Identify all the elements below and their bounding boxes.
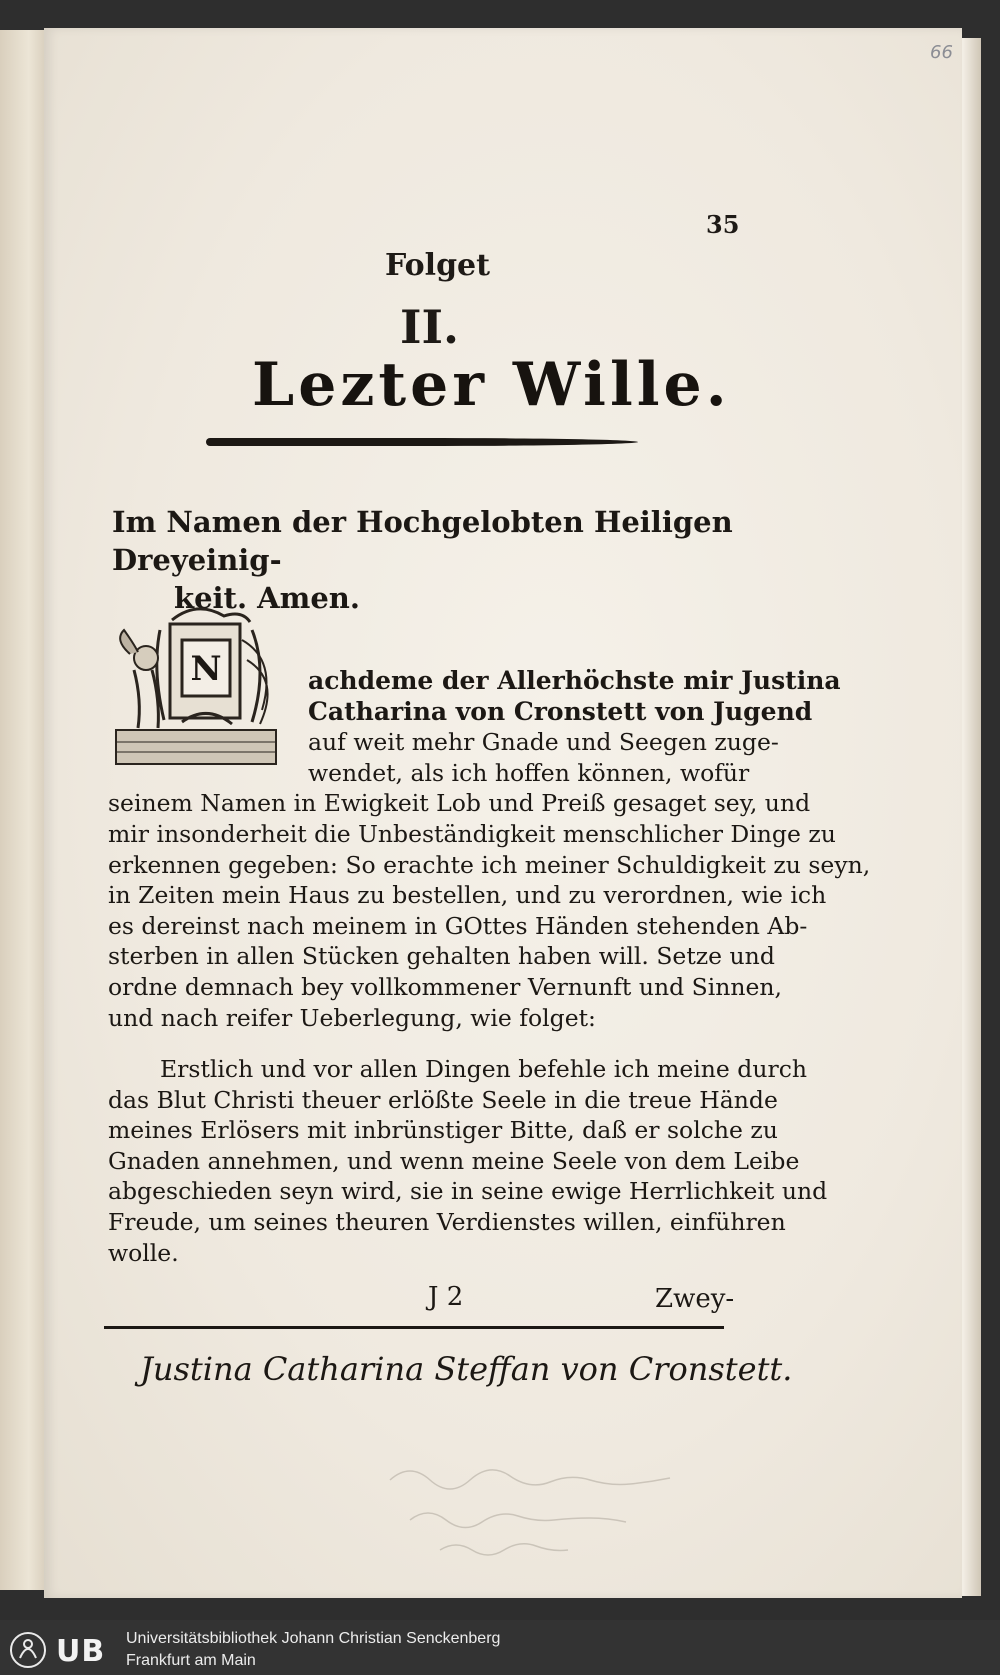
text-line: seinem Namen in Ewigkeit Lob und Preiß gesaget sey, und (108, 789, 811, 818)
institution-name[interactable]: Universitätsbibliothek Johann Christian Senckenberg (126, 1630, 501, 1647)
header-roman-numeral: II. (400, 300, 460, 354)
signature-rule (104, 1326, 724, 1329)
title-rule (206, 438, 638, 446)
text-line: wendet, als ich hoffen können, wofür (308, 758, 750, 787)
text-line: und nach reifer Ueberlegung, wie folget: (108, 1003, 596, 1032)
text-line: es dereinst nach meinem in GOttes Händen stehenden Ab- (108, 911, 808, 940)
page-number: 35 (706, 210, 740, 239)
text-line: erkennen gegeben: So erachte ich meiner Schuldigkeit zu seyn, (108, 850, 871, 879)
pencil-folio-number: 66 (930, 42, 953, 63)
paragraph-preamble (108, 666, 871, 1033)
text-line: abgeschieden seyn wird, sie in seine ewige Herrlichkeit und (108, 1177, 828, 1206)
text-line: mir insonderheit die Unbeständigkeit menschlicher Dinge zu (108, 819, 836, 848)
facing-page-edge (0, 30, 49, 1590)
text-line: Catharina von Cronstett von Jugend (308, 696, 813, 726)
heading-line-2: keit. Amen. (174, 581, 360, 615)
text-line: meines Erlösers mit inbrünstiger Bitte, daß er solche zu (108, 1116, 778, 1145)
catchword: Zwey- (655, 1284, 735, 1314)
faint-pencil-annotation (380, 1450, 720, 1570)
text-line: in Zeiten mein Haus zu bestellen, und zu verordnen, wie ich (108, 881, 827, 910)
header-folget: Folget (385, 248, 490, 283)
initial-letter: N (190, 649, 222, 689)
text-line: das Blut Christi theuer erlößte Seele in die treue Hände (108, 1085, 778, 1114)
text-line: wolle. (108, 1238, 179, 1267)
text-line: ordne demnach bey vollkommener Vernunft und Sinnen, (108, 972, 782, 1001)
text-line: achdeme der Allerhöchste mir Justina (308, 666, 841, 695)
ub-logo-text: UB (56, 1634, 106, 1669)
text-line: Gnaden annehmen, und wenn meine Seele von dem Leibe (108, 1146, 800, 1175)
text-line: sterben in allen Stücken gehalten haben will. Setze und (108, 942, 775, 971)
testator-signature: Justina Catharina Steffan von Cronstett. (140, 1350, 793, 1388)
text-line: Erstlich und vor allen Dingen befehle ich meine durch (160, 1055, 807, 1083)
institution-city: Frankfurt am Main (126, 1652, 256, 1669)
text-line: auf weit mehr Gnade und Seegen zuge- (308, 728, 779, 757)
paragraph-first-article (108, 1054, 828, 1268)
text-line: Freude, um seines theuren Verdienstes willen, einführen (108, 1207, 786, 1236)
ub-logo[interactable] (8, 1630, 118, 1670)
signature-mark: J 2 (428, 1282, 464, 1312)
page-title: Lezter Wille. (252, 350, 731, 420)
heading-line-1: Im Namen der Hochgelobten Heiligen Dreyeinig- (112, 505, 733, 577)
library-footer (0, 1620, 1000, 1675)
